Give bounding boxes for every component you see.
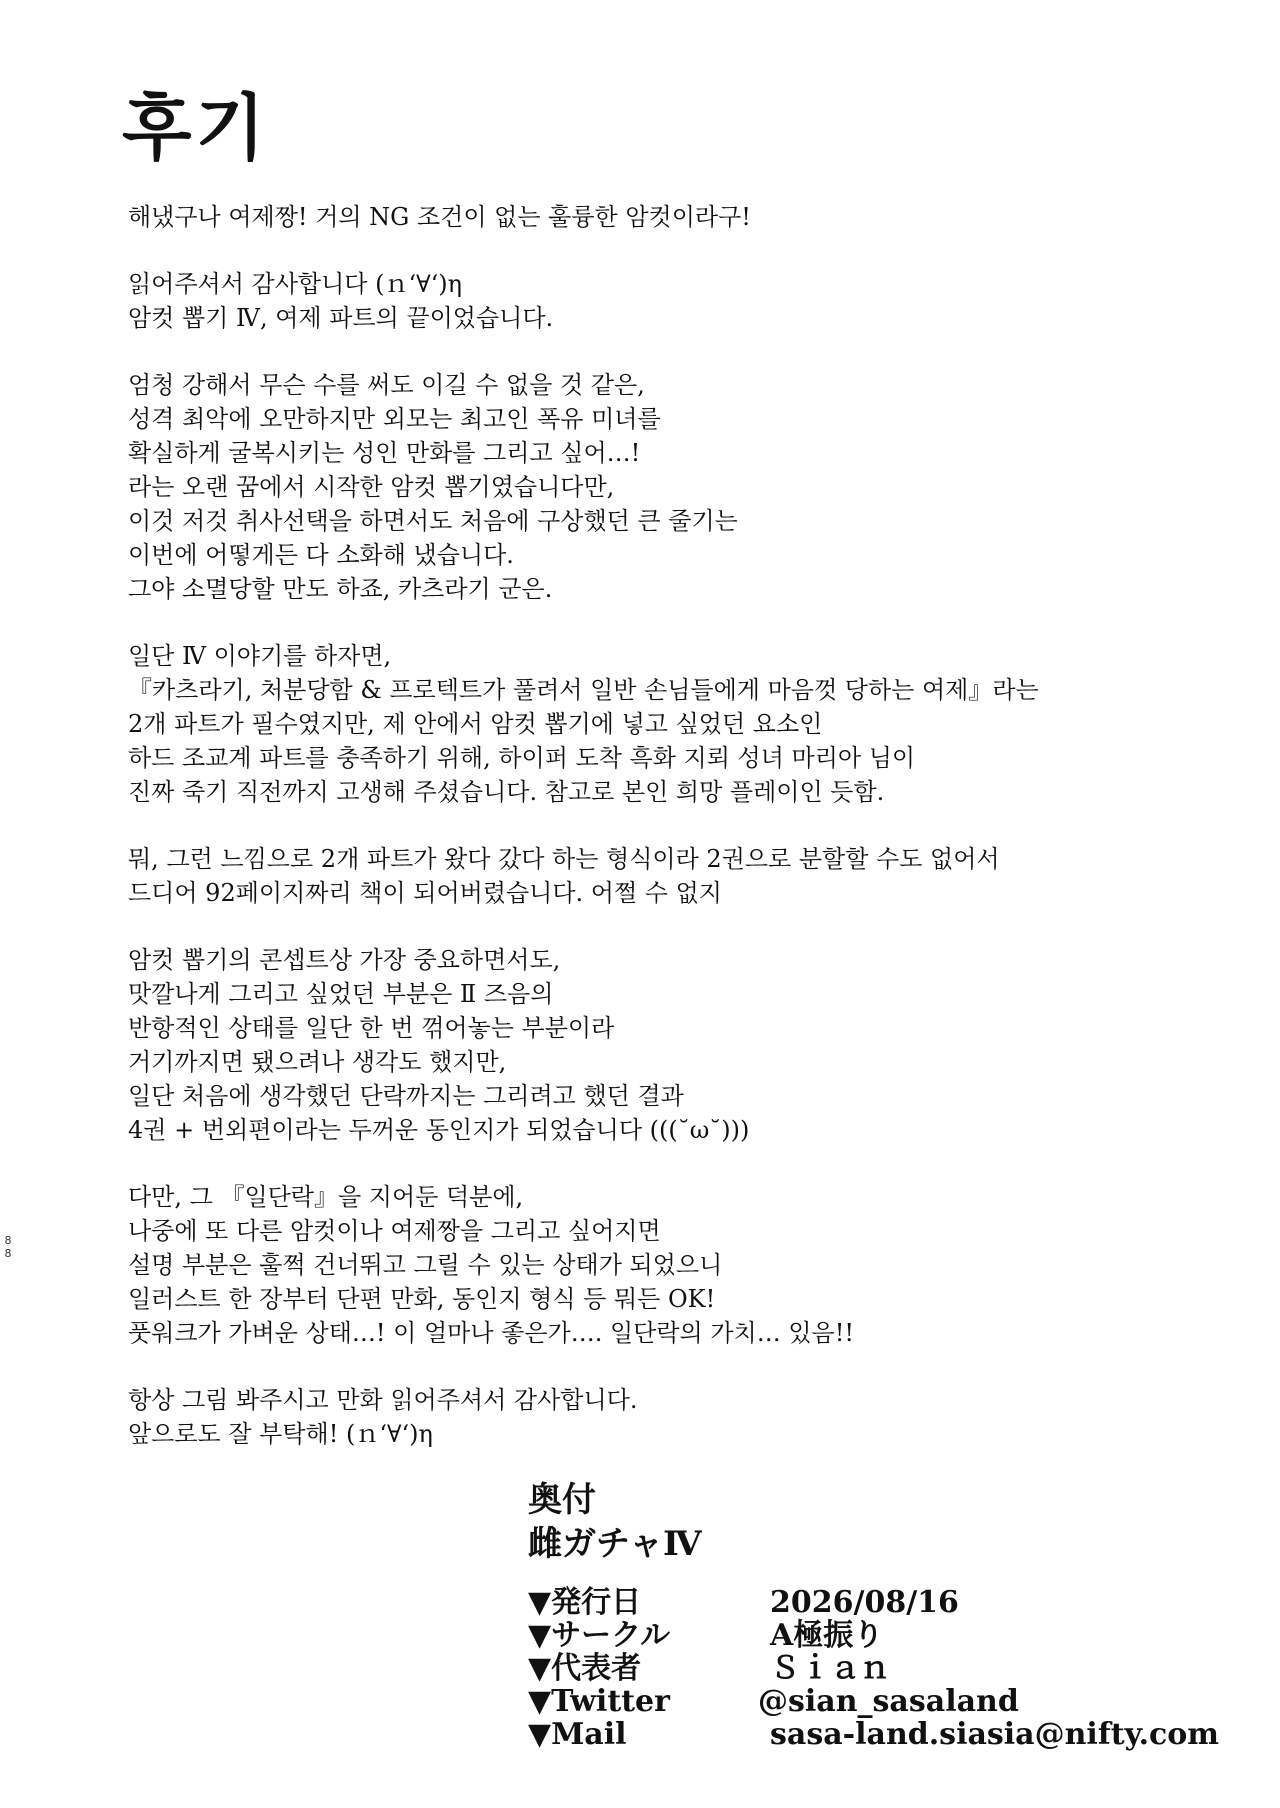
colophon-row <box>528 1684 1019 1719</box>
text-line: 일단 처음에 생각했던 단락까지는 그리려고 했던 결과 <box>128 1082 684 1110</box>
text-line: 항상 그림 봐주시고 만화 읽어주셔서 감사합니다. <box>128 1386 638 1414</box>
colophon-heading: 奥付 <box>528 1480 596 1520</box>
text-line: 나중에 또 다른 암컷이나 여제짱을 그리고 싶어지면 <box>128 1217 661 1245</box>
text-line: 엄청 강해서 무슨 수를 써도 이길 수 없을 것 같은, <box>128 371 645 399</box>
colophon-row <box>528 1717 1220 1752</box>
page-number: 88 <box>4 1234 12 1260</box>
text-line: 해냈구나 여제짱! 거의 NG 조건이 없는 훌륭한 암컷이라구! <box>128 203 751 231</box>
text-line: 확실하게 굴복시키는 성인 만화를 그리고 싶어…! <box>128 439 641 467</box>
paragraph <box>128 200 1228 234</box>
text-line: 맛깔나게 그리고 싶었던 부분은 Ⅱ 즈음의 <box>128 980 554 1008</box>
text-line: 암컷 뽑기 Ⅳ, 여제 파트의 끝이었습니다. <box>128 304 554 332</box>
text-line: 라는 오랜 꿈에서 시작한 암컷 뽑기였습니다만, <box>128 473 615 501</box>
colophon-info <box>528 1585 1220 1752</box>
colophon-value: sasa-land.siasia@nifty.com <box>770 1717 1220 1752</box>
colophon-key: ▼発行日 <box>528 1585 642 1620</box>
text-line: 『카츠라기, 처분당함 & 프로텍트가 풀려서 일반 손님들에게 마음껏 당하는 여제』라는 <box>128 676 1039 704</box>
text-line: 드디어 92페이지짜리 책이 되어버렸습니다. 어쩔 수 없지 <box>128 879 722 907</box>
text-line: 일러스트 한 장부터 단편 만화, 동인지 형식 등 뭐든 OK! <box>128 1285 716 1313</box>
paragraph <box>128 368 1228 606</box>
text-line: 이것 저것 취사선택을 하면서도 처음에 구상했던 큰 줄기는 <box>128 507 738 535</box>
text-line: 앞으로도 잘 부탁해! (ｎ‘∀‘)η <box>128 1420 433 1448</box>
text-line: 뭐, 그런 느낌으로 2개 파트가 왔다 갔다 하는 형식이라 2권으로 분할할 수도 없어서 <box>128 845 1000 873</box>
colophon-value: Ｓｉａｎ <box>770 1651 890 1686</box>
text-line: 풋워크가 가벼운 상태…! 이 얼마나 좋은가…. 일단락의 가치… 있음!! <box>128 1319 855 1347</box>
text-line: 암컷 뽑기의 콘셉트상 가장 중요하면서도, <box>128 946 561 974</box>
colophon <box>528 1478 1220 1752</box>
text-line: 4권 + 번외편이라는 두꺼운 동인지가 되었습니다 (((˘ω˘))) <box>128 1116 750 1144</box>
afterword-body <box>128 200 1228 1484</box>
paragraph <box>128 267 1228 335</box>
text-line: 2개 파트가 필수였지만, 제 안에서 암컷 뽑기에 넣고 싶었던 요소인 <box>128 710 823 738</box>
colophon-key: ▼Twitter <box>528 1684 670 1719</box>
colophon-value: A極振り <box>770 1618 884 1653</box>
colophon-key: ▼Mail <box>528 1717 627 1752</box>
paragraph <box>128 842 1228 910</box>
text-line: 성격 최악에 오만하지만 외모는 최고인 폭유 미녀를 <box>128 405 661 433</box>
colophon-value: @sian_sasaland <box>758 1684 1019 1719</box>
text-line: 그야 소멸당할 만도 하죠, 카츠라기 군은. <box>128 575 553 603</box>
paragraph <box>128 1383 1228 1451</box>
text-line: 읽어주셔서 감사합니다 (ｎ‘∀‘)η <box>128 270 462 298</box>
text-line: 반항적인 상태를 일단 한 번 꺾어놓는 부분이라 <box>128 1014 615 1042</box>
text-line: 하드 조교계 파트를 충족하기 위해, 하이퍼 도착 흑화 지뢰 성녀 마리아 님이 <box>128 744 916 772</box>
colophon-row <box>528 1585 959 1620</box>
paragraph <box>128 943 1228 1147</box>
colophon-key: ▼サークル <box>528 1618 671 1653</box>
colophon-value: 2026/08/16 <box>770 1585 959 1620</box>
text-line: 진짜 죽기 직전까지 고생해 주셨습니다. 참고로 본인 희망 플레이인 듯함. <box>128 778 885 806</box>
colophon-row <box>528 1618 884 1653</box>
book-title: 雌ガチャⅣ <box>528 1524 702 1564</box>
colophon-row <box>528 1651 890 1686</box>
text-line: 설명 부분은 훌쩍 건너뛰고 그릴 수 있는 상태가 되었으니 <box>128 1251 723 1279</box>
text-line: 거기까지면 됐으려나 생각도 했지만, <box>128 1048 507 1076</box>
paragraph <box>128 639 1228 809</box>
text-line: 일단 Ⅳ 이야기를 하자면, <box>128 642 392 670</box>
paragraph <box>128 1180 1228 1350</box>
page-title: 후기 <box>122 85 270 170</box>
colophon-key: ▼代表者 <box>528 1651 642 1686</box>
text-line: 이번에 어떻게든 다 소화해 냈습니다. <box>128 541 514 569</box>
text-line: 다만, 그 『일단락』을 지어둔 덕분에, <box>128 1183 524 1211</box>
